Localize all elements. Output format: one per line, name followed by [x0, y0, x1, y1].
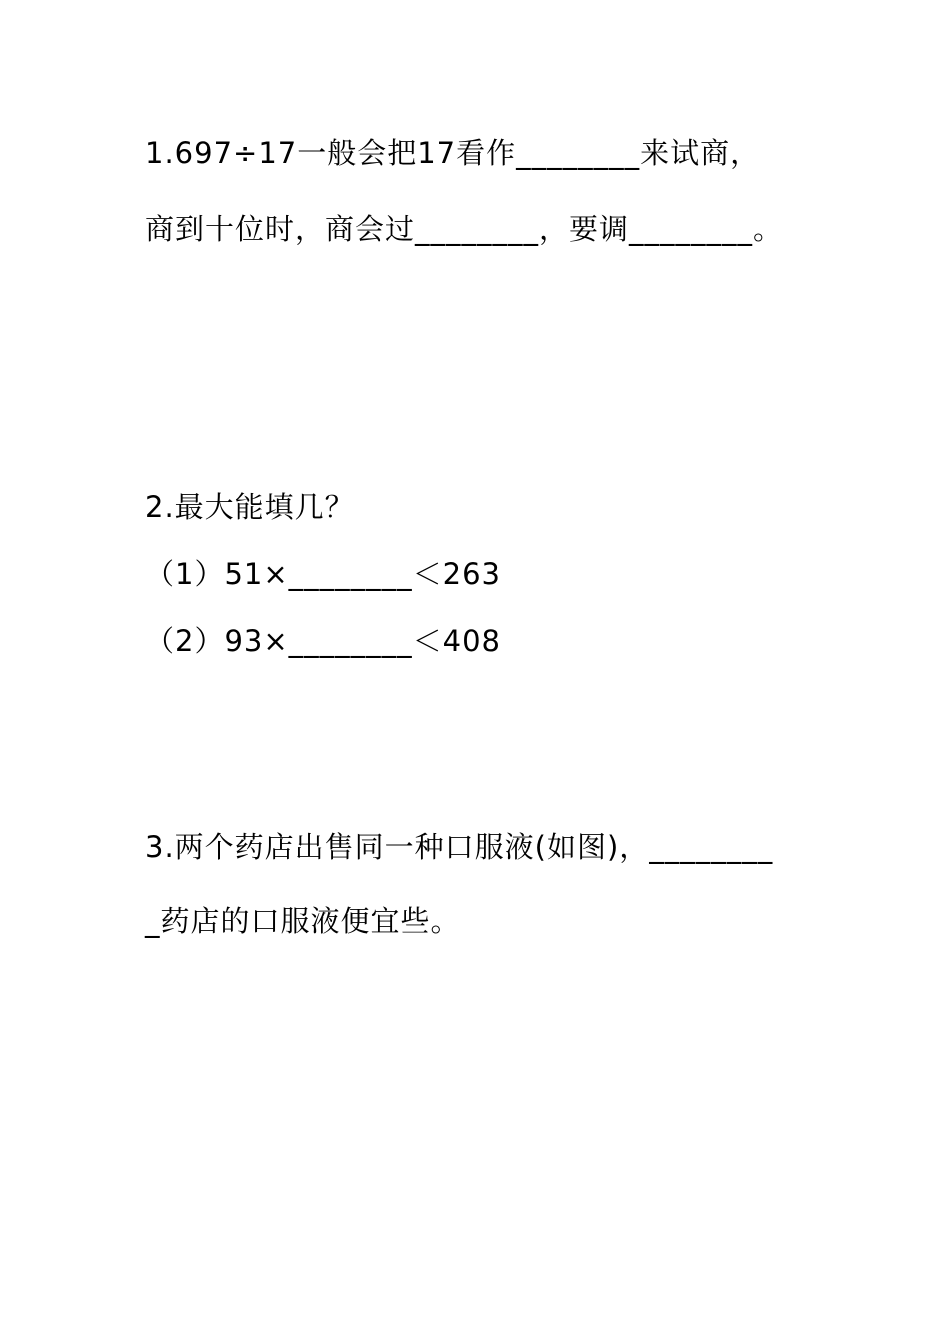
question-2-item-2: （2）93×________＜408 [145, 624, 502, 658]
question-1-line-1: 1.697÷17一般会把17看作________来试商， [145, 136, 761, 170]
question-1-line-2: 商到十位时，商会过________，要调________。 [145, 212, 784, 246]
question-3-line-1: 3.两个药店出售同一种口服液(如图)，________ [145, 830, 774, 864]
question-2-item-1: （1）51×________＜263 [145, 557, 502, 591]
question-3-line-2: _药店的口服液便宜些。 [145, 904, 461, 938]
question-2-title: 2.最大能填几？ [145, 490, 355, 524]
